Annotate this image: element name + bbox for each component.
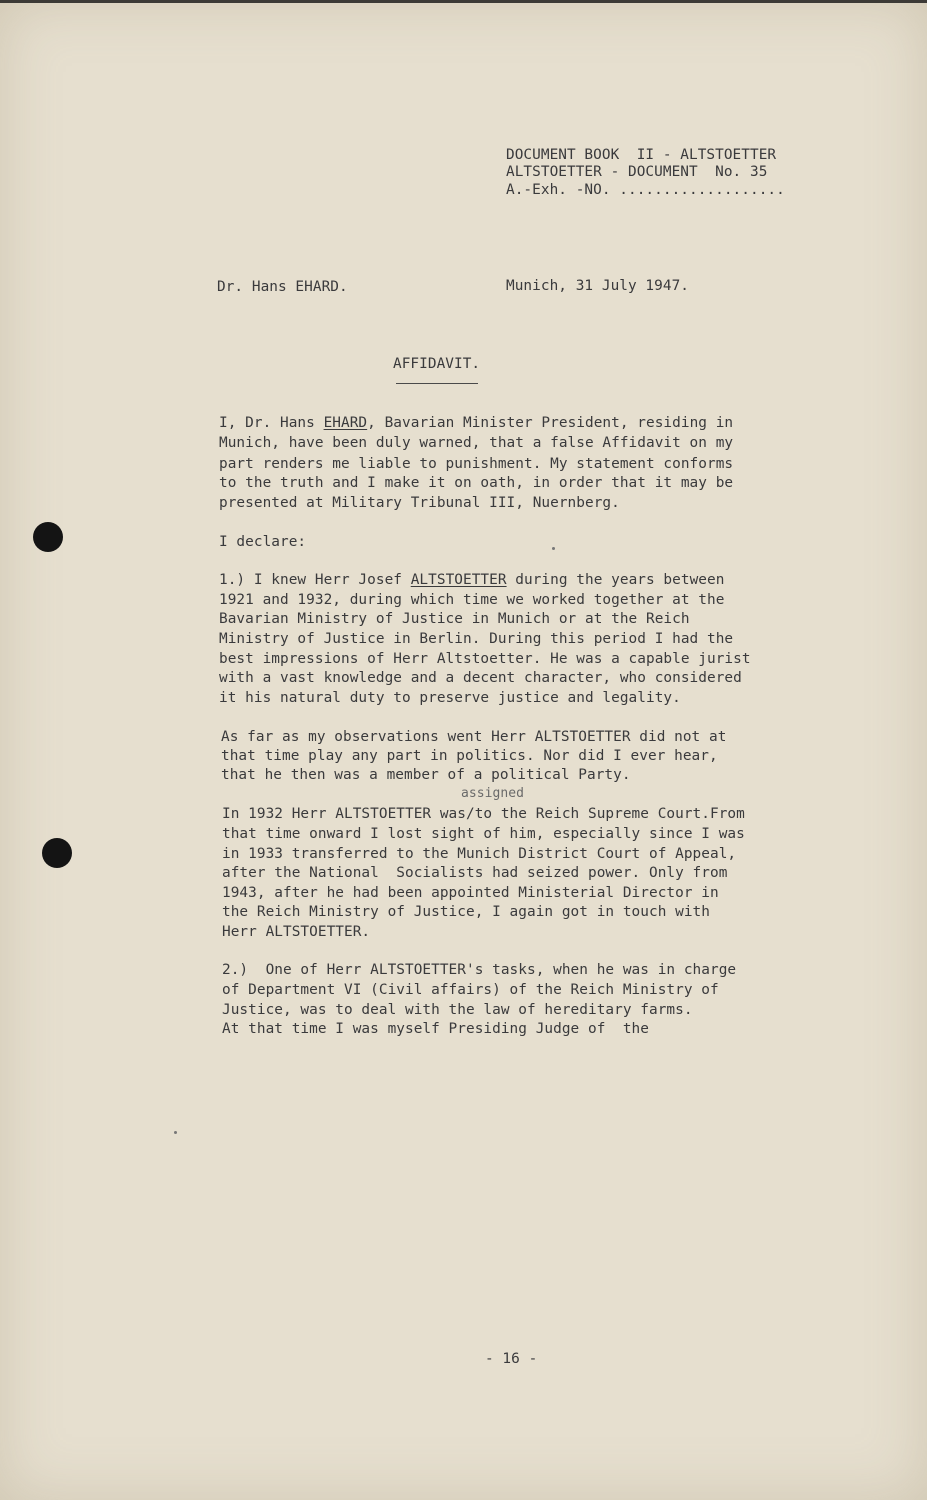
- p3-line-2: that time onward I lost sight of him, especially since I was: [222, 826, 745, 842]
- affiant-surname: EHARD: [323, 415, 368, 431]
- p4-line-2: of Department VI (Civil affairs) of the Reich Ministry of: [222, 982, 719, 998]
- speck-mark: [174, 1131, 177, 1134]
- author-name: Dr. Hans EHARD.: [217, 279, 348, 295]
- header-line-1: DOCUMENT BOOK II - ALTSTOETTER: [506, 147, 777, 163]
- header-line-2: ALTSTOETTER - DOCUMENT No. 35: [506, 164, 768, 180]
- document-title: AFFIDAVIT.: [393, 356, 481, 372]
- intro-line-3: part renders me liable to punishment. My statement conforms: [219, 456, 734, 472]
- defendant-surname: ALTSTOETTER: [410, 572, 507, 588]
- p3-line-4: after the National Socialists had seized power. Only from: [222, 865, 728, 881]
- p3-line-7: Herr ALTSTOETTER.: [222, 924, 371, 940]
- intro-line-2: Munich, have been duly warned, that a false Affidavit on my: [219, 435, 734, 451]
- p1-line-1: 1.) I knew Herr Josef ALTSTOETTER during the years between: [219, 572, 725, 588]
- p1-line-2: 1921 and 1932, during which time we worked together at the: [219, 592, 725, 608]
- p1-line-4: Ministry of Justice in Berlin. During this period I had the: [219, 631, 734, 647]
- p1-line-7: it his natural duty to preserve justice and legality.: [219, 690, 681, 706]
- handwritten-insert: assigned: [461, 786, 525, 801]
- scan-edge: [0, 0, 927, 3]
- declare-line: I declare:: [219, 534, 307, 550]
- p1-line-5: best impressions of Herr Altstoetter. He was a capable jurist: [219, 651, 751, 667]
- speck-mark: [552, 547, 555, 550]
- title-underline: [396, 383, 478, 384]
- punch-hole-upper: [33, 522, 63, 552]
- p2-line-2: that time play any part in politics. Nor did I ever hear,: [221, 748, 718, 764]
- intro-line-5: presented at Military Tribunal III, Nuernberg.: [219, 495, 620, 511]
- p1-line-3: Bavarian Ministry of Justice in Munich or at the Reich: [219, 611, 690, 627]
- place-date: Munich, 31 July 1947.: [506, 278, 689, 294]
- p3-line-3: in 1933 transferred to the Munich District Court of Appeal,: [222, 846, 737, 862]
- intro-line-1: I, Dr. Hans EHARD, Bavarian Minister President, residing in: [219, 415, 734, 431]
- p3-line-6: the Reich Ministry of Justice, I again got in touch with: [222, 904, 710, 920]
- p4-line-4: At that time I was myself Presiding Judge of the: [222, 1021, 649, 1037]
- p3-line-1: In 1932 Herr ALTSTOETTER was/to the Reich Supreme Court.From: [222, 806, 745, 822]
- page-number: - 16 -: [485, 1351, 538, 1367]
- punch-hole-lower: [42, 838, 72, 868]
- intro-line-4: to the truth and I make it on oath, in order that it may be: [219, 475, 734, 491]
- p3-line-5: 1943, after he had been appointed Ministerial Director in: [222, 885, 719, 901]
- p4-line-1: 2.) One of Herr ALTSTOETTER's tasks, when he was in charge: [222, 962, 737, 978]
- p2-line-1: As far as my observations went Herr ALTSTOETTER did not at: [221, 729, 727, 745]
- p4-line-3: Justice, was to deal with the law of hereditary farms.: [222, 1002, 693, 1018]
- p2-line-3: that he then was a member of a political Party.: [221, 767, 631, 783]
- p1-line-6: with a vast knowledge and a decent character, who considered: [219, 670, 742, 686]
- header-line-3: A.-Exh. -NO. ...................: [506, 182, 785, 198]
